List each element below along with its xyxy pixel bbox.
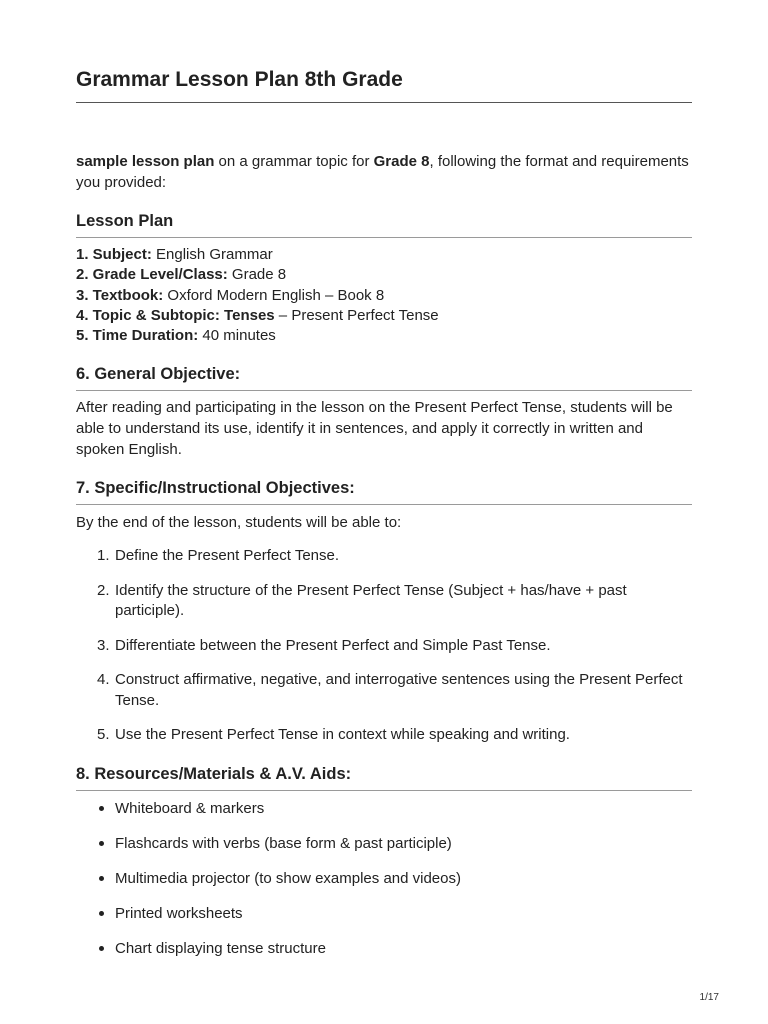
detail-label: 4. Topic & Subtopic: Tenses [76, 306, 275, 324]
list-number: 1. [97, 547, 110, 565]
intro-paragraph [76, 151, 692, 193]
document-page [76, 0, 692, 959]
bullet-icon [99, 806, 104, 811]
detail-time-duration [76, 326, 692, 346]
detail-subject [76, 245, 692, 265]
bullet-icon [99, 876, 104, 881]
list-number: 4. [97, 671, 110, 689]
lesson-plan-details [76, 245, 692, 346]
list-item [76, 725, 692, 746]
list-item [76, 546, 692, 567]
lesson-plan-heading: Lesson Plan [76, 210, 692, 238]
resources-list [76, 798, 692, 959]
list-text: Identify the structure of the Present Perfect Tense (Subject + has/have + past participle). [115, 581, 627, 620]
detail-label: 2. Grade Level/Class: [76, 266, 228, 284]
list-text: Chart displaying tense structure [115, 939, 326, 957]
intro-bold-2: Grade 8 [373, 153, 430, 170]
detail-value: 40 minutes [198, 327, 276, 345]
list-item [76, 903, 692, 924]
intro-bold-1: sample lesson plan [76, 153, 215, 170]
list-text: Use the Present Perfect Tense in context while speaking and writing. [115, 726, 570, 744]
list-text: Flashcards with verbs (base form & past participle) [115, 834, 452, 852]
detail-grade-level [76, 265, 692, 285]
list-text: Multimedia projector (to show examples and videos) [115, 869, 461, 887]
page-indicator: 1/17 [699, 992, 719, 1003]
list-item [76, 581, 692, 622]
list-text: Printed worksheets [115, 904, 243, 922]
list-item [76, 868, 692, 889]
list-number: 3. [97, 636, 110, 654]
list-item [76, 670, 692, 711]
detail-label: 5. Time Duration: [76, 327, 199, 345]
list-text: Differentiate between the Present Perfect and Simple Past Tense. [115, 636, 551, 654]
bullet-icon [99, 841, 104, 846]
detail-label: 1. Subject: [76, 246, 152, 263]
detail-topic [76, 306, 692, 326]
detail-label: 3. Textbook: [76, 286, 164, 304]
list-item [76, 833, 692, 854]
list-text: Define the Present Perfect Tense. [115, 547, 340, 565]
list-text: Whiteboard & markers [115, 799, 265, 817]
detail-value: Grade 8 [227, 266, 287, 284]
intro-text-1: on a grammar topic for [214, 153, 374, 170]
list-item [76, 938, 692, 959]
specific-objectives-list [76, 546, 692, 746]
list-number: 5. [97, 726, 110, 744]
intro-text-2: , following the format and requirements you provided: [76, 153, 689, 191]
general-objective-text: After reading and participating in the lesson on the Present Perfect Tense, students will be able to understand its use, identify it in sentences, and apply it correctly in written and spoken English. [76, 399, 673, 459]
detail-textbook [76, 286, 692, 306]
list-item [76, 798, 692, 819]
specific-objectives-lead: By the end of the lesson, students will be able to: [76, 514, 402, 532]
bullet-icon [99, 911, 104, 916]
general-objective-heading: 6. General Objective: [76, 363, 692, 391]
specific-objectives-heading: 7. Specific/Instructional Objectives: [76, 477, 692, 505]
bullet-icon [99, 946, 104, 951]
detail-value: English Grammar [151, 246, 273, 263]
list-text: Construct affirmative, negative, and interrogative sentences using the Present Perfect Tense. [115, 671, 683, 709]
resources-heading: 8. Resources/Materials & A.V. Aids: [76, 763, 692, 791]
list-item [76, 636, 692, 657]
page-title: Grammar Lesson Plan 8th Grade [76, 66, 692, 103]
detail-value: – Present Perfect Tense [274, 306, 439, 324]
list-number: 2. [97, 581, 110, 599]
detail-value: Oxford Modern English – Book 8 [163, 286, 385, 304]
